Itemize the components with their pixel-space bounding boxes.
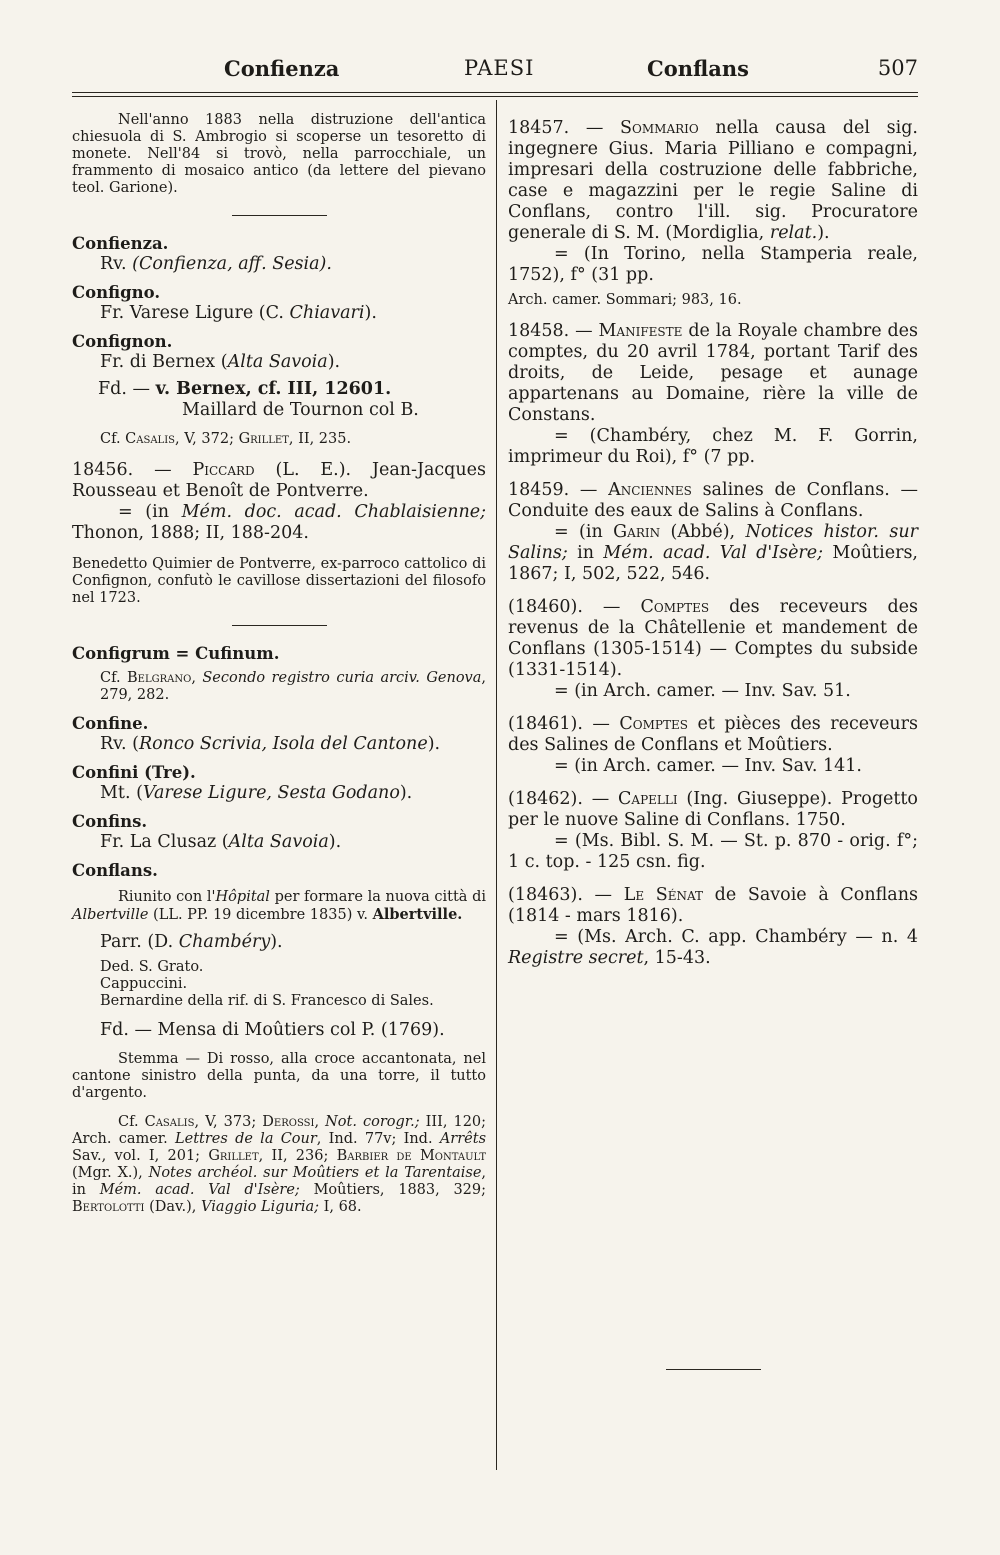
right-column — [508, 112, 918, 1388]
entry-18456: 18456. — Piccard (L. E.). Jean-Jacques Rousseau et Benoît de Pontverre. — [72, 460, 486, 501]
header-center-title: PAESI — [464, 56, 535, 80]
entry-18457: 18457. — Sommario nella causa del sig. ingegnere Gius. Maria Pilliano e compagni, impresari della costruzione delle fabbriche, case e magazzini per le regie Saline di Conflans, contro l'ill. sig. Procuratore generale di S. M. (Mordiglia, relat.). — [508, 118, 918, 243]
conflans-stemma: Stemma — Di rosso, alla croce accantonata, nel cantone sinistro della punta, da una torre, il tutto d'argento. — [72, 1051, 486, 1101]
configrum-cf: Cf. Belgrano, Secondo registro curia arciv. Genova, 279, 282. — [100, 670, 487, 703]
entry-18462-source: = (Ms. Bibl. S. M. — St. p. 870 - orig. f°; 1 c. top. - 125 csn. fig. — [508, 831, 918, 872]
header-rule-top — [72, 92, 918, 93]
entry-18460: (18460). — Comptes des receveurs des revenus de la Châtellenie et mandement de Conflans (1305-1514) — Comptes du subside (1331-1514). — [508, 597, 918, 680]
running-header — [72, 56, 918, 90]
entry-18460-source: = (in Arch. camer. — Inv. Sav. 51. — [554, 681, 851, 701]
headword-conflans: Conflans. — [72, 861, 158, 880]
page-number: 507 — [877, 56, 918, 80]
conflans-cf-final: Cf. Casalis, V, 373; Derossi, Not. corogr.; III, 120; Arch. camer. Lettres de la Cour, Ind. 77v; Ind. Arrêts Sav., vol. I, 201; Grillet, II, 236; Barbier de Montault (Mgr. X.), Notes archéol. sur Moûtiers et la Tarentaise, in Mém. acad. Val d'Isère; Moûtiers, 1883, 329; Bertolotti (Dav.), Viaggio Liguria; I, 68. — [72, 1114, 487, 1215]
header-right-title: Conflans — [647, 56, 749, 81]
header-left-title: Confienza — [224, 56, 340, 81]
headword-configrum: Configrum = Cufinum. — [72, 644, 280, 663]
benedetto-note: Benedetto Quimier de Pontverre, ex-parroco cattolico di Confignon, confutò le cavillose dissertazioni del filosofo nel 1723. — [72, 556, 486, 606]
entry-configno: Fr. Varese Ligure (C. Chiavari). — [100, 303, 377, 323]
headword-confignon: Confignon. — [72, 332, 173, 351]
entry-18457-source: = (In Torino, nella Stamperia reale, 1752), f° (31 pp. — [508, 244, 918, 285]
header-rule-bottom — [72, 96, 918, 97]
headword-configno: Configno. — [72, 283, 161, 302]
headword-confienza: Confienza. — [72, 234, 169, 253]
entry-confine: Rv. (Ronco Scrivia, Isola del Cantone). — [100, 734, 441, 754]
entry-18462: (18462). — Capelli (Ing. Giuseppe). Progetto per le nuove Saline di Conflans. 1750. — [508, 789, 918, 830]
conflans-bernardine: Bernardine della rif. di S. Francesco di Sales. — [100, 993, 434, 1009]
entry-confini: Mt. (Varese Ligure, Sesta Godano). — [100, 783, 413, 803]
confignon-cf: Cf. Casalis, V, 372; Grillet, II, 235. — [100, 431, 352, 447]
entry-18458-source: = (Chambéry, chez M. F. Gorrin, imprimeur du Roi), f° (7 pp. — [508, 426, 918, 467]
entry-confins: Fr. La Clusaz (Alta Savoia). — [100, 832, 342, 852]
conflans-fd: Fd. — Mensa di Moûtiers col P. (1769). — [100, 1020, 445, 1040]
headword-confins: Confins. — [72, 812, 148, 831]
entry-18457-arch: Arch. camer. Sommari; 983, 16. — [508, 292, 742, 308]
conflans-cappuccini: Cappuccini. — [100, 976, 188, 992]
left-column — [72, 112, 486, 1216]
confignon-fd: Fd. — v. Bernex, cf. III, 12601. Maillard de Tournon col B. — [98, 379, 419, 420]
entry-18458: 18458. — Manifeste de la Royale chambre des comptes, du 20 avril 1784, portant Tarif des droits, de Leide, pesage et aunage appartenans au Domaine, rière la ville de Constans. — [508, 321, 918, 425]
conflans-dedica: Ded. S. Grato. — [100, 959, 204, 975]
section-divider — [232, 215, 327, 216]
conflans-riunito: Riunito con l'Hôpital per formare la nuova città di Albertville (LL. PP. 19 dicembre 1835) v. Albertville. — [72, 889, 487, 923]
entry-confienza: Rv. (Confienza, aff. Sesia). — [100, 254, 332, 274]
headword-confine: Confine. — [72, 714, 149, 733]
section-divider-2 — [232, 625, 327, 626]
entry-18463: (18463). — Le Sénat de Savoie à Conflans (1814 - mars 1816). — [508, 885, 918, 926]
entry-18461: (18461). — Comptes et pièces des receveurs des Salines de Conflans et Moûtiers. — [508, 714, 918, 755]
entry-18463-source: = (Ms. Arch. C. app. Chambéry — n. 4 Registre secret, 15-43. — [508, 927, 918, 968]
headword-confini: Confini (Tre). — [72, 763, 196, 782]
end-divider — [666, 1369, 761, 1370]
entry-18456-source: = (in Mém. doc. acad. Chablaisienne; Thonon, 1888; II, 188-204. — [72, 502, 486, 543]
entry-confignon: Fr. di Bernex (Alta Savoia). — [100, 352, 341, 372]
column-divider — [496, 100, 497, 1470]
entry-18459-source: = (in Garin (Abbé), Notices histor. sur Salins; in Mém. acad. Val d'Isère; Moûtiers, 1867; I, 502, 522, 546. — [508, 522, 918, 584]
conflans-parrocchia: Parr. (D. Chambéry). — [100, 932, 283, 952]
intro-paragraph: Nell'anno 1883 nella distruzione dell'antica chiesuola di S. Ambrogio si scoperse un tesoretto di monete. Nell'84 si trovò, nella parrocchiale, un frammento di mosaico antico (da lettere del pievano teol. Garione). — [72, 112, 486, 196]
entry-18459: 18459. — Anciennes salines de Conflans. — Conduite des eaux de Salins à Conflans. — [508, 480, 918, 521]
entry-18461-source: = (in Arch. camer. — Inv. Sav. 141. — [554, 756, 862, 776]
